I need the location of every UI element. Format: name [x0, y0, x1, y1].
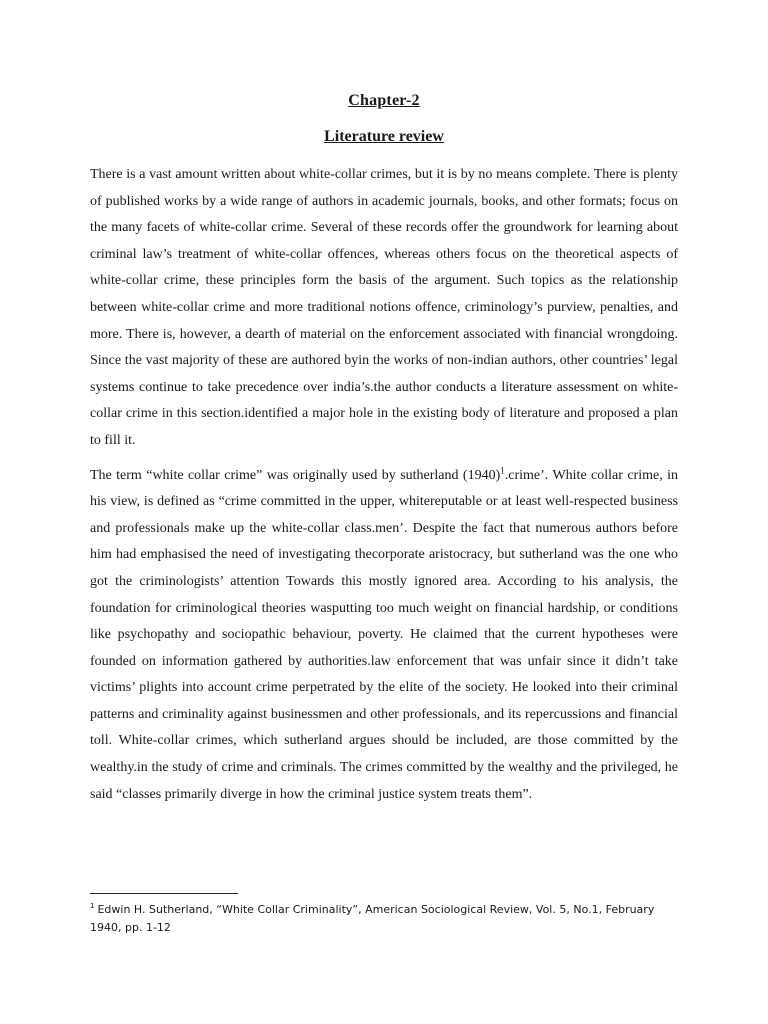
section-heading: Literature review: [324, 128, 444, 145]
footnote-separator: [90, 893, 238, 894]
paragraph-2-text-start: The term “white collar crime” was originally used by sutherland (1940): [90, 467, 501, 483]
body-paragraph-1: There is a vast amount written about white-collar crimes, but it is by no means complete. There is plenty of published works by a wide range of authors in academic journals, books, and other formats; focus on the many facets of white-collar crime. Several of these records offer the groundwork for learning about criminal law’s treatment of white-collar offences, whereas others focus on the theoretical aspects of white-collar crime, these principles form the basis of the argument. Such topics as the relationship between white-collar crime and more traditional notions offence, criminology’s purview, penalties, and more. There is, however, a dearth of material on the enforcement associated with financial wrongdoing. Since the vast majority of these are authored byin the works of non-indian authors, other countries’ legal systems continue to take precedence over india’s.the author conducts a literature assessment on white-collar crime in this section.identified a major hole in the existing body of literature and proposed a plan to fill it.: [90, 167, 678, 448]
paragraph-2-text-end: .crime’. White collar crime, in his view, is defined as “crime committed in the upper, whitereputable or at least well-respected business and professionals make up the white-collar class.men’. Despite the fact that numerous authors before him had emphasised the need of investigating thecorporate aristocracy, but sutherland was the one who got the criminologists’ attention Towards this mostly ignored area. According to his analysis, the foundation for criminological theories wasputting too much weight on financial hardship, or conditions like psychopathy and sociopathic behaviour, poverty. He claimed that the current hypotheses were founded on information gathered by authorities.law enforcement that was unfair since it didn’t take victims’ plights into account crime perpetrated by the elite of the society. He looked into their criminal patterns and criminality against businessmen and other professionals, and its repercussions and financial toll. White-collar crimes, which sutherland argues should be included, are those committed by the wealthy.in the study of crime and criminals. The crimes committed by the wealthy and the privileged, he said “classes primarily diverge in how the criminal justice system treats them”.: [90, 467, 678, 802]
chapter-heading: Chapter-2: [348, 92, 420, 109]
footnote-text: Edwin H. Sutherland, “White Collar Criminality”, American Sociological Review, Vol. 5, No.1, February 1940, pp. 1-12: [90, 903, 655, 934]
document-page: [90, 92, 678, 808]
footnote: [90, 901, 678, 937]
footnote-mark: 1: [90, 902, 95, 911]
footnote-reference: 1: [500, 464, 505, 475]
body-paragraph-2: [90, 463, 678, 809]
